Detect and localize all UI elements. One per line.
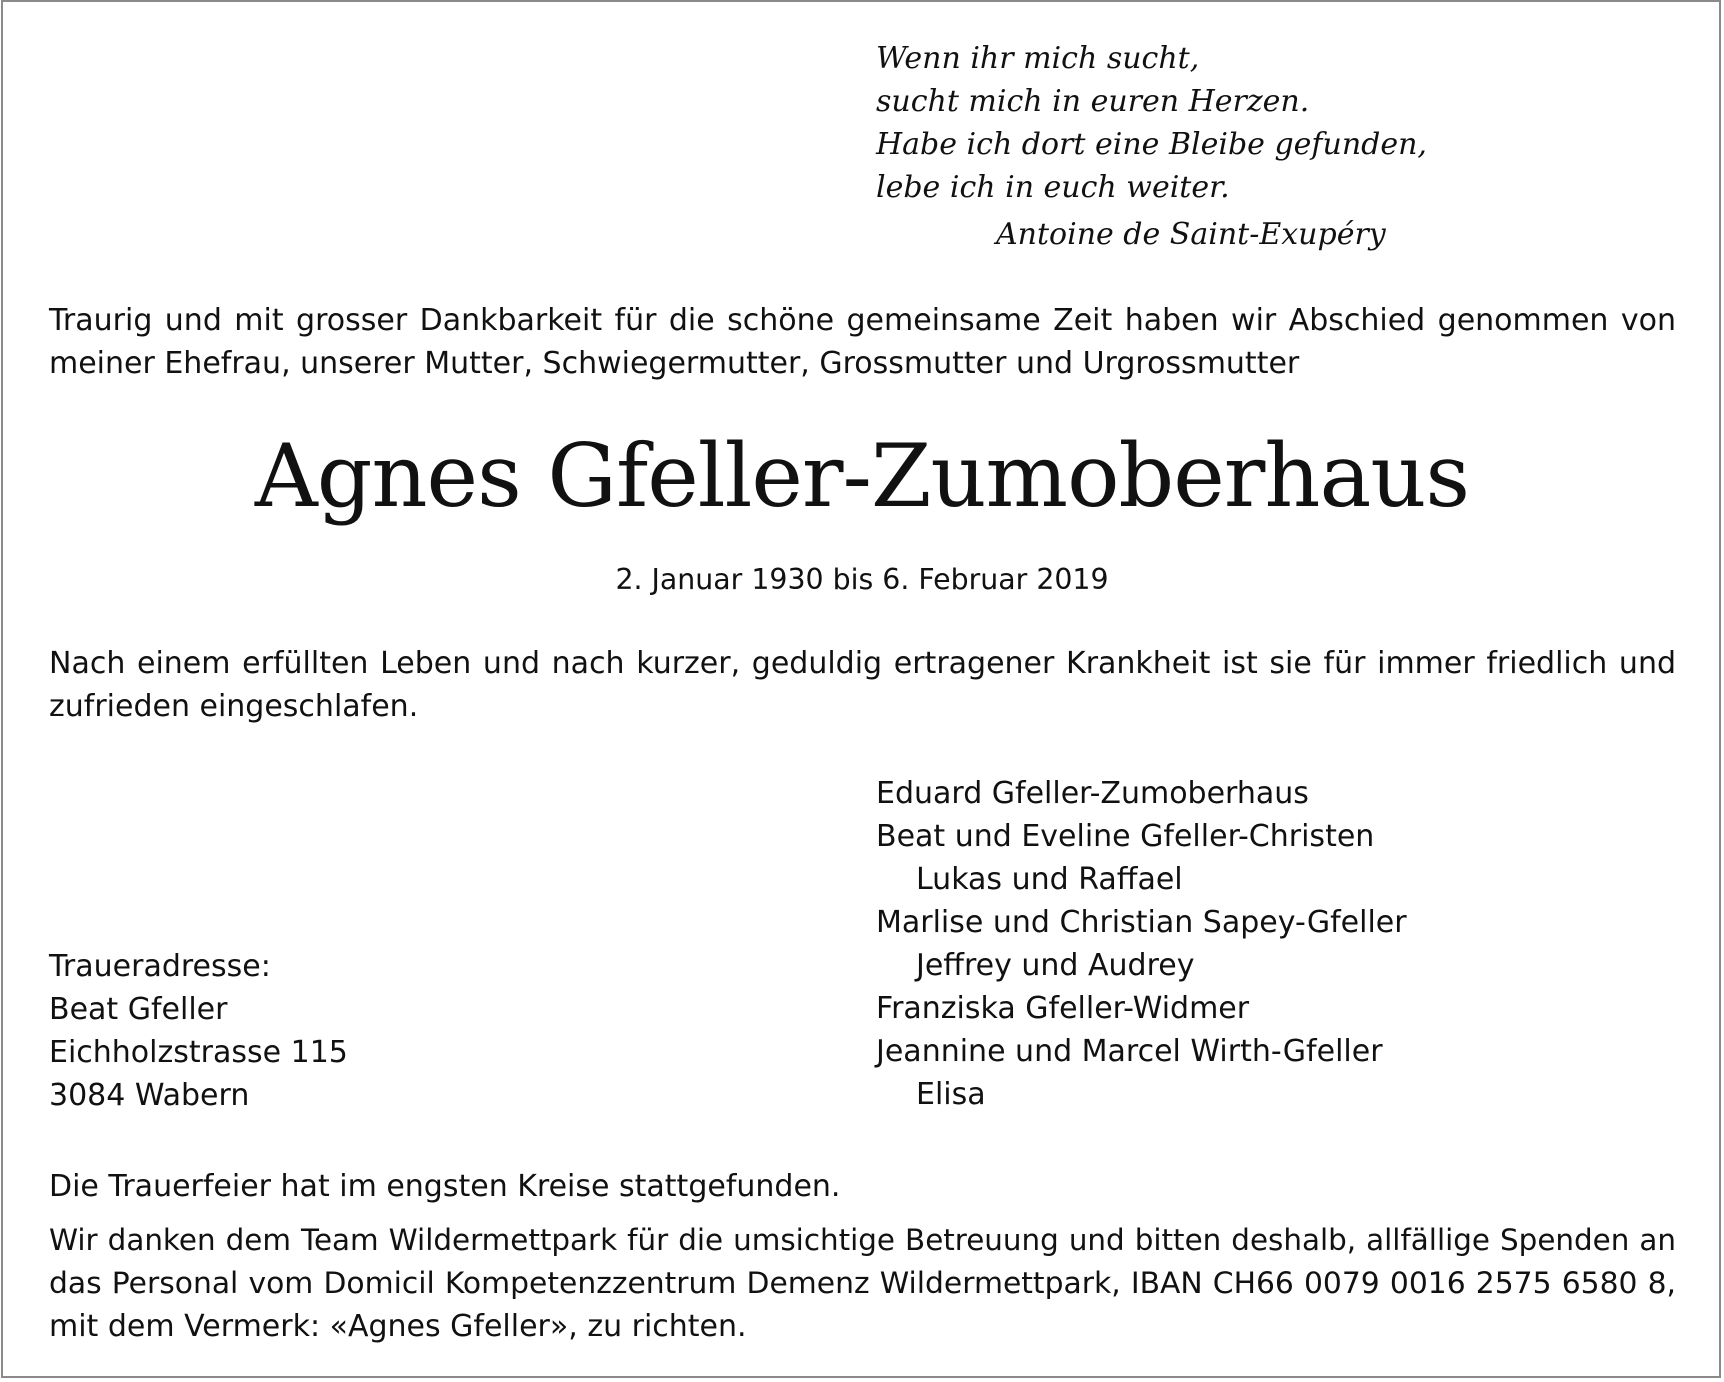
quote-line-4: lebe ich in euch weiter. (876, 170, 1230, 205)
address-street: Eichholzstrasse 115 (49, 1035, 348, 1070)
mourner-child-entry: Jeffrey und Audrey (916, 948, 1195, 983)
quote-line-1: Wenn ihr mich sucht, (876, 41, 1200, 76)
ceremony-note: Die Trauerfeier hat im engsten Kreise stattgefunden. (49, 1169, 841, 1204)
quote-author: Antoine de Saint-Exupéry (996, 217, 1386, 252)
intro-line-2: meiner Ehefrau, unserer Mutter, Schwiegermutter, Grossmutter und Urgrossmutter (49, 346, 1300, 381)
life-dates: 2. Januar 1930 bis 6. Februar 2019 (615, 563, 1109, 596)
thanks-line-1: Wir danken dem Team Wildermettpark für die umsichtige Betreuung und bitten deshalb, allfällige Spenden an (49, 1223, 1676, 1257)
passing-line-1: Nach einem erfüllten Leben und nach kurzer, geduldig ertragener Krankheit ist sie für immer friedlich und (49, 646, 1676, 681)
mourner-entry: Marlise und Christian Sapey-Gfeller (876, 905, 1407, 940)
mourner-entry: Eduard Gfeller-Zumoberhaus (876, 776, 1309, 811)
mourner-child-entry: Lukas und Raffael (916, 862, 1183, 897)
address-name: Beat Gfeller (49, 992, 228, 1027)
quote-block (876, 37, 1427, 209)
thanks-line-3: mit dem Vermerk: «Agnes Gfeller», zu richten. (49, 1309, 747, 1344)
mourner-entry: Jeannine und Marcel Wirth-Gfeller (876, 1034, 1383, 1069)
mourner-child-entry: Elisa (916, 1077, 986, 1112)
mourners-list (876, 772, 1407, 1116)
mourner-entry: Beat und Eveline Gfeller-Christen (876, 819, 1375, 854)
quote-line-3: Habe ich dort eine Bleibe gefunden, (876, 127, 1427, 162)
address-label: Traueradresse: (49, 949, 271, 984)
thanks-line-2: das Personal vom Domicil Kompetenzzentrum Demenz Wildermettpark, IBAN CH66 0079 0016 2575 6580 8, (49, 1266, 1676, 1301)
intro-line-1: Traurig und mit grosser Dankbarkeit für die schöne gemeinsame Zeit haben wir Abschied genommen von (49, 303, 1676, 338)
passing-line-2: zufrieden eingeschlafen. (49, 689, 419, 724)
quote-line-2: sucht mich in euren Herzen. (876, 84, 1310, 119)
mourning-address (49, 945, 348, 1117)
mourner-entry: Franziska Gfeller-Widmer (876, 991, 1250, 1026)
address-city: 3084 Wabern (49, 1078, 250, 1113)
deceased-name: Agnes Gfeller-Zumoberhaus (254, 425, 1470, 527)
